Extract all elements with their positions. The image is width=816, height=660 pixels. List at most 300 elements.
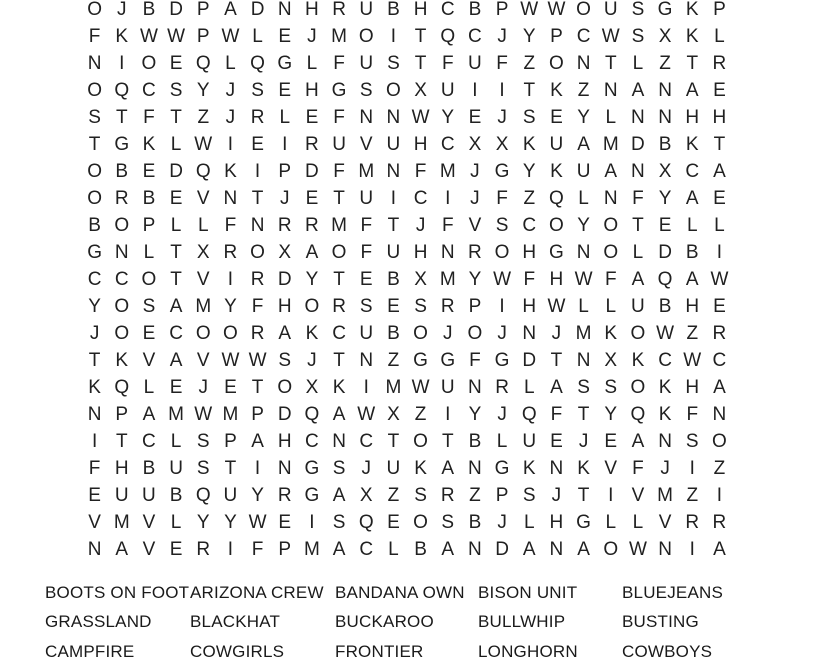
grid-letter: I — [499, 79, 505, 101]
grid-letter: Y — [468, 403, 482, 425]
grid-letter: S — [359, 79, 373, 101]
grid-letter: J — [89, 322, 100, 344]
grid-letter: L — [714, 214, 725, 236]
grid-letter: W — [683, 349, 702, 371]
grid-letter: H — [277, 295, 292, 317]
grid-letter: H — [413, 133, 428, 155]
grid-letter: W — [194, 403, 213, 425]
grid-letter: K — [305, 322, 319, 344]
grid-letter: N — [277, 457, 292, 479]
grid-letter: P — [468, 295, 482, 317]
grid-letter: I — [363, 376, 369, 398]
grid-letter: Q — [304, 403, 320, 425]
grid-letter: T — [523, 79, 536, 101]
grid-letter: B — [115, 160, 129, 182]
grid-letter: Z — [387, 349, 400, 371]
grid-letter: S — [332, 457, 346, 479]
grid-letter: S — [88, 106, 101, 128]
grid-letter: V — [142, 511, 156, 533]
grid-letter: O — [630, 322, 646, 344]
grid-letter: B — [142, 457, 156, 479]
grid-letter: T — [686, 52, 699, 74]
grid-letter: N — [603, 79, 618, 101]
grid-letter: C — [522, 214, 537, 236]
grid-letter: O — [358, 25, 374, 47]
grid-letter: C — [658, 349, 672, 371]
grid-letter: S — [142, 295, 156, 317]
grid-letter: A — [631, 268, 645, 290]
grid-letter: F — [604, 268, 617, 290]
grid-letter: X — [387, 403, 400, 425]
grid-letter: O — [467, 322, 483, 344]
grid-letter: N — [576, 349, 591, 371]
grid-letter: O — [114, 295, 130, 317]
grid-letter: T — [170, 241, 182, 263]
grid-letter: T — [115, 430, 128, 452]
grid-letter: U — [386, 457, 401, 479]
grid-letter: N — [603, 187, 618, 209]
grid-letter: N — [114, 241, 129, 263]
grid-letter: F — [88, 457, 101, 479]
grid-letter: C — [359, 430, 374, 452]
grid-letter: J — [442, 322, 453, 344]
grid-letter: O — [576, 0, 591, 20]
grid-letter: L — [143, 376, 155, 398]
grid-letter: J — [497, 322, 507, 344]
grid-letter: Y — [522, 25, 536, 47]
grid-letter: R — [332, 0, 346, 20]
grid-letter: V — [631, 484, 645, 506]
grid-letter: B — [685, 241, 699, 263]
grid-letter: U — [142, 484, 156, 506]
grid-letter: J — [660, 457, 670, 479]
grid-letter: C — [169, 322, 183, 344]
grid-letter: N — [712, 403, 727, 425]
grid-letter: N — [631, 160, 645, 182]
grid-letter: Q — [114, 376, 130, 398]
grid-letter: B — [169, 484, 183, 506]
grid-letter: J — [470, 160, 480, 182]
grid-letter: V — [142, 538, 156, 560]
grid-letter: A — [604, 160, 618, 182]
letter-grid — [81, 0, 733, 563]
grid-letter: U — [223, 484, 238, 506]
grid-letter: R — [223, 241, 238, 263]
grid-letter: N — [386, 106, 401, 128]
grid-letter: W — [194, 133, 213, 155]
grid-letter: U — [468, 52, 482, 74]
grid-letter: H — [522, 241, 537, 263]
grid-letter: L — [170, 133, 182, 155]
grid-letter: U — [169, 457, 183, 479]
grid-letter: R — [305, 214, 319, 236]
grid-letter: G — [304, 484, 320, 506]
grid-letter: K — [88, 376, 101, 398]
grid-letter: A — [685, 79, 699, 101]
grid-letter: K — [115, 349, 129, 371]
grid-letter: A — [577, 133, 590, 155]
grid-letter: H — [413, 0, 428, 20]
grid-letter: J — [497, 403, 507, 425]
grid-letter: F — [469, 349, 481, 371]
grid-letter: D — [169, 160, 183, 182]
grid-letter: U — [440, 376, 455, 398]
grid-letter: C — [142, 430, 156, 452]
grid-letter: P — [550, 25, 563, 47]
grid-letter: U — [549, 133, 564, 155]
grid-letter: X — [468, 133, 482, 155]
grid-letter: L — [170, 430, 182, 452]
grid-letter: O — [304, 295, 320, 317]
word-list-item: BULLWHIP — [478, 612, 566, 632]
grid-letter: Q — [250, 52, 265, 74]
grid-letter: T — [577, 403, 590, 425]
grid-letter: X — [604, 349, 618, 371]
grid-letter: A — [169, 349, 183, 371]
grid-letter: C — [359, 538, 374, 560]
word-list-item: BLUEJEANS — [622, 582, 724, 602]
grid-letter: U — [386, 133, 401, 155]
grid-letter: R — [468, 241, 482, 263]
grid-letter: K — [631, 349, 645, 371]
grid-letter: O — [277, 376, 293, 398]
grid-letter: E — [550, 106, 563, 128]
grid-letter: N — [277, 0, 292, 20]
grid-letter: L — [170, 511, 182, 533]
grid-letter: J — [116, 0, 127, 20]
grid-letter: P — [278, 160, 292, 182]
grid-letter: A — [631, 430, 645, 452]
grid-letter: I — [282, 133, 288, 155]
grid-letter: N — [386, 160, 401, 182]
grid-letter: A — [631, 79, 645, 101]
grid-letter: Q — [657, 268, 673, 290]
grid-letter: A — [550, 376, 563, 398]
grid-letter: T — [333, 187, 345, 209]
word-list-item: BISON UNIT — [478, 582, 578, 602]
grid-letter: J — [307, 349, 317, 371]
grid-letter: T — [414, 52, 427, 74]
grid-letter: Q — [195, 160, 211, 182]
grid-letter: K — [550, 160, 563, 182]
grid-letter: S — [441, 511, 455, 533]
grid-letter: A — [713, 376, 726, 398]
grid-letter: Q — [521, 403, 537, 425]
grid-letter: N — [359, 349, 374, 371]
grid-letter: J — [497, 511, 507, 533]
grid-letter: Z — [713, 457, 726, 479]
grid-letter: E — [550, 430, 563, 452]
grid-letter: A — [142, 403, 156, 425]
grid-letter: X — [196, 241, 210, 263]
grid-letter: B — [387, 0, 400, 20]
grid-letter: A — [115, 538, 129, 560]
grid-letter: J — [415, 214, 426, 236]
grid-letter: B — [142, 187, 156, 209]
grid-letter: V — [658, 511, 672, 533]
grid-letter: F — [224, 214, 237, 236]
grid-letter: L — [714, 25, 725, 47]
grid-letter: F — [333, 106, 345, 128]
grid-letter: P — [142, 214, 156, 236]
grid-letter: N — [522, 322, 537, 344]
word-list-item: CAMPFIRE — [45, 641, 135, 660]
grid-letter: J — [225, 106, 236, 128]
grid-letter: T — [333, 349, 345, 371]
grid-letter: O — [223, 322, 238, 344]
grid-letter: K — [224, 160, 237, 182]
grid-letter: W — [710, 268, 729, 290]
grid-letter: W — [221, 25, 240, 47]
grid-letter: L — [605, 106, 617, 128]
grid-letter: O — [386, 79, 401, 101]
grid-letter: U — [603, 0, 618, 20]
grid-letter: L — [143, 241, 155, 263]
grid-letter: R — [250, 268, 265, 290]
grid-letter: F — [523, 268, 536, 290]
grid-letter: C — [114, 268, 129, 290]
grid-letter: Y — [88, 295, 101, 317]
grid-letter: N — [631, 106, 645, 128]
grid-letter: P — [251, 403, 264, 425]
grid-letter: V — [196, 349, 210, 371]
grid-letter: N — [658, 106, 672, 128]
grid-letter: O — [331, 241, 347, 263]
grid-letter: O — [114, 214, 130, 236]
grid-letter: J — [198, 376, 208, 398]
word-list-item: BLACKHAT — [190, 612, 281, 632]
grid-letter: I — [91, 430, 98, 452]
grid-letter: Q — [630, 403, 646, 425]
grid-letter: A — [441, 538, 455, 560]
grid-letter: K — [685, 0, 699, 20]
grid-letter: C — [440, 0, 455, 20]
grid-letter: G — [494, 160, 510, 182]
grid-letter: Y — [224, 295, 237, 317]
grid-letter: U — [576, 160, 591, 182]
grid-letter: H — [685, 106, 700, 128]
grid-letter: H — [305, 79, 319, 101]
grid-letter: D — [495, 538, 509, 560]
grid-letter: F — [632, 187, 644, 209]
grid-letter: C — [142, 79, 156, 101]
grid-letter: L — [279, 106, 291, 128]
grid-letter: L — [632, 52, 644, 74]
grid-letter: J — [551, 484, 562, 506]
grid-letter: O — [250, 241, 265, 263]
grid-letter: F — [496, 187, 508, 209]
grid-letter: M — [439, 160, 456, 182]
grid-letter: M — [195, 295, 212, 317]
grid-letter: C — [332, 322, 346, 344]
grid-letter: X — [658, 160, 672, 182]
grid-letter: K — [685, 133, 699, 155]
grid-letter: A — [522, 538, 536, 560]
grid-letter: R — [712, 322, 727, 344]
grid-letter: S — [332, 511, 346, 533]
grid-letter: R — [305, 133, 319, 155]
grid-letter: D — [305, 160, 319, 182]
grid-letter: T — [88, 349, 101, 371]
grid-letter: G — [549, 241, 564, 263]
grid-letter: N — [549, 457, 564, 479]
grid-letter: G — [494, 457, 510, 479]
grid-letter: P — [196, 25, 210, 47]
grid-letter: H — [549, 511, 564, 533]
grid-letter: Y — [658, 187, 672, 209]
grid-letter: R — [196, 538, 211, 560]
grid-letter: I — [227, 133, 234, 155]
grid-letter: B — [468, 430, 482, 452]
grid-letter: P — [278, 538, 292, 560]
grid-letter: W — [357, 403, 376, 425]
grid-letter: R — [712, 52, 727, 74]
grid-letter: I — [119, 52, 125, 74]
grid-letter: W — [601, 25, 620, 47]
grid-letter: B — [88, 214, 101, 236]
grid-letter: A — [224, 0, 237, 20]
grid-letter: O — [141, 52, 157, 74]
grid-letter: C — [87, 268, 102, 290]
grid-letter: F — [441, 214, 454, 236]
grid-letter: F — [333, 160, 345, 182]
grid-letter: L — [605, 511, 617, 533]
grid-letter: L — [686, 214, 698, 236]
word-list-item: BOOTS ON FOOT — [45, 582, 190, 602]
grid-letter: E — [713, 295, 726, 317]
grid-letter: U — [522, 430, 537, 452]
grid-letter: X — [278, 241, 292, 263]
grid-letter: R — [712, 511, 727, 533]
grid-letter: S — [522, 484, 536, 506]
grid-letter: E — [604, 430, 618, 452]
grid-letter: Y — [196, 511, 210, 533]
grid-letter: I — [608, 484, 614, 506]
grid-letter: L — [388, 538, 399, 560]
grid-letter: B — [414, 538, 427, 560]
grid-letter: P — [115, 403, 129, 425]
grid-letter: O — [114, 322, 130, 344]
grid-letter: W — [574, 268, 593, 290]
grid-letter: F — [496, 52, 508, 74]
grid-letter: A — [577, 538, 590, 560]
grid-letter: M — [602, 133, 619, 155]
grid-letter: A — [278, 322, 292, 344]
grid-letter: S — [251, 79, 264, 101]
grid-letter: B — [658, 133, 672, 155]
grid-letter: A — [713, 538, 726, 560]
grid-letter: V — [196, 187, 210, 209]
grid-letter: M — [575, 322, 592, 344]
grid-letter: E — [251, 133, 264, 155]
grid-letter: Z — [414, 403, 427, 425]
word-list-item: BUCKAROO — [335, 612, 434, 632]
grid-letter: K — [522, 457, 536, 479]
grid-letter: H — [685, 376, 700, 398]
grid-letter: W — [221, 349, 240, 371]
grid-letter: S — [359, 295, 373, 317]
grid-letter: Z — [197, 106, 210, 128]
grid-letter: V — [88, 511, 101, 533]
grid-letter: I — [689, 457, 695, 479]
grid-letter: K — [577, 457, 590, 479]
grid-letter: T — [333, 268, 345, 290]
grid-letter: R — [440, 295, 455, 317]
grid-letter: L — [632, 511, 644, 533]
grid-letter: M — [439, 268, 456, 290]
grid-letter: R — [440, 484, 455, 506]
grid-letter: Y — [251, 484, 264, 506]
word-list-item: ARIZONA CREW — [190, 582, 324, 602]
grid-letter: A — [685, 268, 699, 290]
grid-letter: E — [713, 187, 726, 209]
grid-letter: E — [169, 538, 183, 560]
grid-letter: S — [278, 349, 292, 371]
grid-letter: G — [114, 133, 130, 155]
grid-letter: T — [251, 187, 264, 209]
grid-letter: J — [470, 187, 480, 209]
grid-letter: H — [549, 268, 564, 290]
grid-letter: M — [168, 403, 184, 425]
grid-letter: F — [686, 403, 699, 425]
grid-letter: I — [254, 457, 261, 479]
grid-letter: T — [170, 268, 182, 290]
grid-letter: G — [440, 349, 456, 371]
grid-letter: S — [414, 484, 427, 506]
grid-letter: Y — [305, 268, 319, 290]
grid-letter: H — [522, 295, 537, 317]
grid-letter: U — [386, 241, 401, 263]
grid-letter: B — [142, 0, 156, 20]
grid-letter: T — [88, 133, 101, 155]
grid-letter: M — [303, 538, 320, 560]
grid-letter: P — [495, 0, 509, 20]
grid-letter: J — [307, 25, 317, 47]
grid-letter: M — [113, 511, 130, 533]
grid-letter: X — [495, 133, 509, 155]
grid-letter: O — [87, 79, 102, 101]
grid-letter: Z — [523, 187, 536, 209]
grid-letter: T — [550, 349, 563, 371]
grid-letter: A — [441, 457, 455, 479]
grid-letter: S — [196, 430, 210, 452]
grid-letter: I — [689, 538, 695, 560]
grid-letter: S — [631, 0, 645, 20]
grid-letter: D — [631, 133, 645, 155]
grid-letter: K — [550, 79, 563, 101]
grid-letter: S — [196, 457, 210, 479]
word-list-item: BANDANA OWN — [335, 582, 465, 602]
grid-letter: N — [250, 214, 265, 236]
grid-letter: N — [440, 241, 455, 263]
grid-letter: Y — [604, 403, 618, 425]
grid-letter: S — [577, 376, 590, 398]
grid-letter: V — [196, 268, 210, 290]
grid-letter: E — [305, 187, 319, 209]
grid-letter: P — [224, 430, 237, 452]
grid-letter: G — [277, 52, 293, 74]
grid-letter: Z — [686, 484, 699, 506]
grid-letter: K — [332, 376, 346, 398]
grid-letter: O — [630, 376, 646, 398]
grid-letter: W — [167, 25, 186, 47]
grid-letter: N — [658, 538, 672, 560]
grid-letter: O — [141, 268, 157, 290]
word-list — [45, 578, 792, 660]
grid-letter: T — [713, 133, 726, 155]
grid-letter: N — [468, 376, 482, 398]
grid-letter: E — [359, 268, 373, 290]
